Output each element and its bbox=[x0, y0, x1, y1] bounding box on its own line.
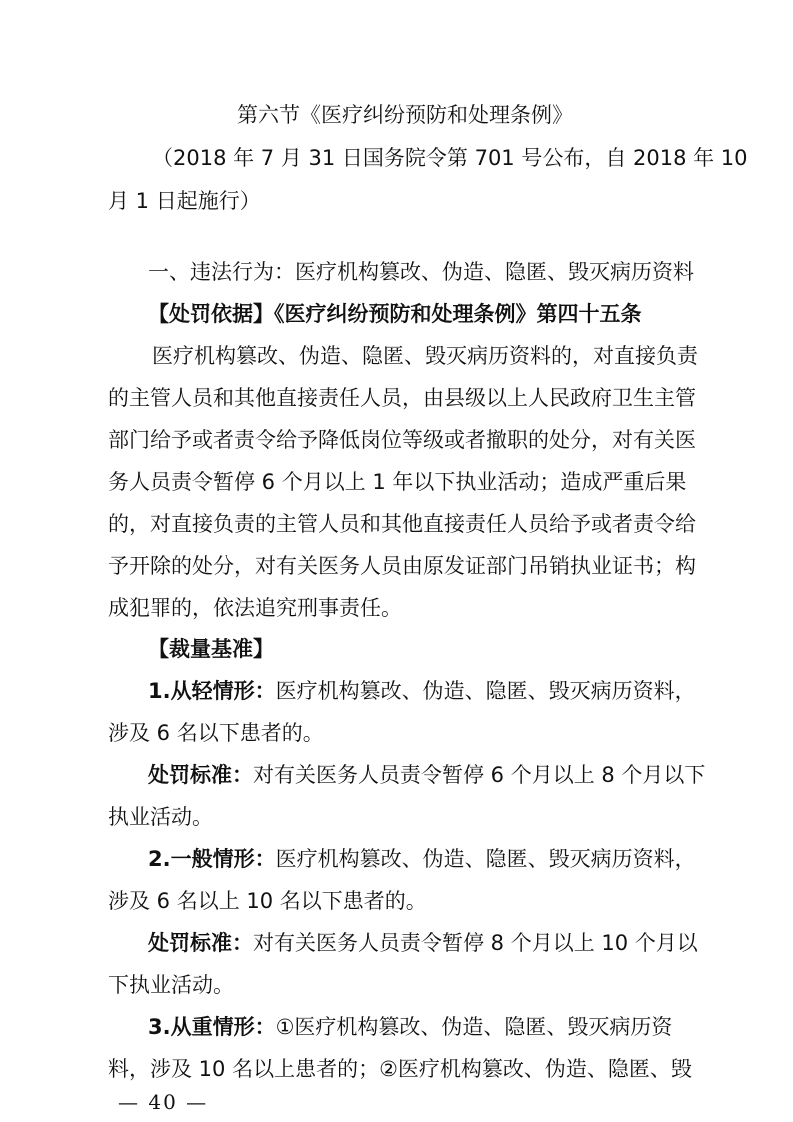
heavy-case-text: ①医疗机构篡改、伪造、隐匿、毁灭病历资 bbox=[275, 1015, 673, 1039]
page-number: — 40 — bbox=[118, 1090, 209, 1114]
subtitle-line-2: 月 1 日起施行） bbox=[108, 189, 261, 213]
basis-paragraph-line: 予开除的处分，对有关医务人员由原发证部门吊销执业证书；构 bbox=[108, 554, 696, 578]
basis-paragraph-line: 医疗机构篡改、伪造、隐匿、毁灭病历资料的，对直接负责 bbox=[152, 344, 698, 368]
general-penalty-label: 处罚标准： bbox=[148, 931, 253, 955]
heavy-case-line-1 bbox=[148, 1012, 672, 1042]
general-case-line-1 bbox=[148, 844, 696, 874]
discretion-standard-heading: 【裁量基准】 bbox=[148, 637, 274, 661]
heavy-case-label: 3.从重情形： bbox=[148, 1015, 276, 1039]
heavy-case-line-2: 料，涉及 10 名以上患者的；②医疗机构篡改、伪造、隐匿、毁 bbox=[108, 1057, 692, 1081]
light-case-text: 医疗机构篡改、伪造、隐匿、毁灭病历资料， bbox=[275, 679, 696, 703]
light-penalty-line-2: 执业活动。 bbox=[108, 805, 213, 829]
general-case-label: 2.一般情形： bbox=[148, 847, 276, 871]
basis-paragraph-line: 的主管人员和其他直接责任人员，由县级以上人民政府卫生主管 bbox=[108, 386, 696, 410]
light-penalty-text: 对有关医务人员责令暂停 6 个月以上 8 个月以下 bbox=[253, 763, 706, 787]
general-case-text: 医疗机构篡改、伪造、隐匿、毁灭病历资料， bbox=[275, 847, 696, 871]
general-penalty-line-2: 下执业活动。 bbox=[108, 973, 234, 997]
basis-paragraph-line: 部门给予或者责令给予降低岗位等级或者撤职的处分，对有关医 bbox=[108, 428, 696, 452]
light-case-label: 1.从轻情形： bbox=[148, 679, 276, 703]
general-case-line-2: 涉及 6 名以上 10 名以下患者的。 bbox=[108, 889, 427, 913]
light-case-line-1 bbox=[148, 676, 696, 706]
general-penalty-text: 对有关医务人员责令暂停 8 个月以上 10 个月以 bbox=[253, 931, 698, 955]
section-title: 第六节《医疗纠纷预防和处理条例》 bbox=[237, 103, 573, 127]
light-penalty-label: 处罚标准： bbox=[148, 763, 253, 787]
basis-paragraph-line: 的，对直接负责的主管人员和其他直接责任人员给予或者责令给 bbox=[108, 512, 696, 536]
subtitle-line-1: （2018 年 7 月 31 日国务院令第 701 号公布，自 2018 年 10 bbox=[152, 146, 748, 170]
light-penalty-line-1 bbox=[148, 760, 705, 790]
penalty-basis-heading: 【处罚依据】《医疗纠纷预防和处理条例》第四十五条 bbox=[148, 302, 642, 326]
basis-paragraph-line: 成犯罪的，依法追究刑事责任。 bbox=[108, 596, 402, 620]
light-case-line-2: 涉及 6 名以下患者的。 bbox=[108, 721, 324, 745]
violation-heading: 一、违法行为：医疗机构篡改、伪造、隐匿、毁灭病历资料 bbox=[148, 260, 694, 284]
basis-paragraph-line: 务人员责令暂停 6 个月以上 1 年以下执业活动；造成严重后果 bbox=[108, 470, 687, 494]
general-penalty-line-1 bbox=[148, 928, 698, 958]
